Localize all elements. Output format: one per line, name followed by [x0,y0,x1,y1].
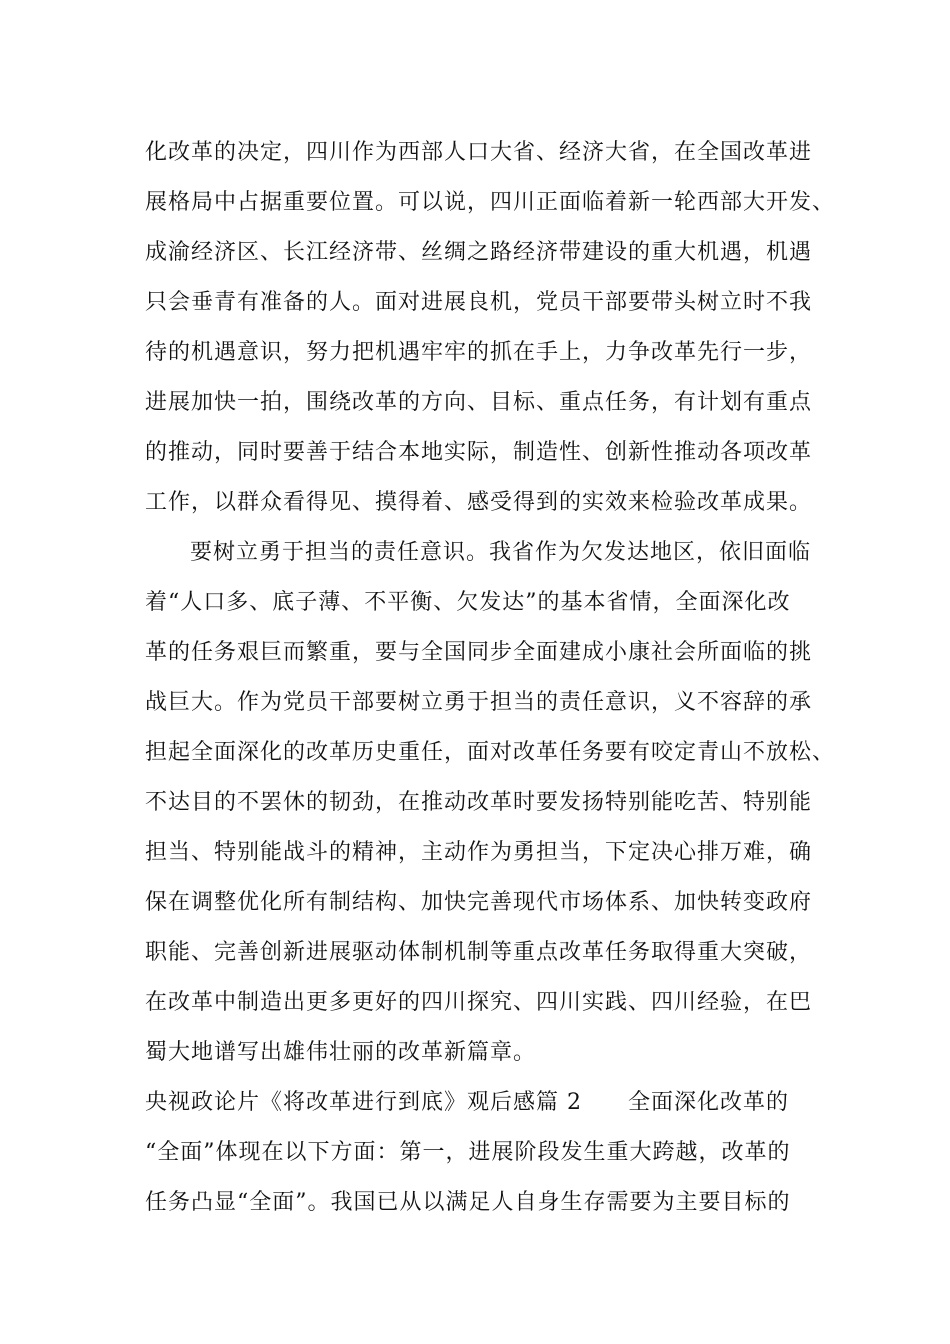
text-line: 担起全面深化的改革历史重任，面对改革任务要有咬定青山不放松、 [145,740,836,765]
text-line: 成渝经济区、长江经济带、丝绸之路经济带建设的重大机遇，机遇 [145,240,813,265]
text-line: 进展加快一拍，围绕改革的方向、目标、重点任务，有计划有重点 [145,390,813,415]
section-title-line: 央视政论片《将改革进行到底》观后感篇 2 全面深化改革的 [145,1090,789,1115]
text-line: 战巨大。作为党员干部要树立勇于担当的责任意识，义不容辞的承 [145,690,813,715]
text-line: 担当、特别能战斗的精神，主动作为勇担当，下定决心排万难，确 [145,840,813,865]
text-line: 的推动，同时要善于结合本地实际，制造性、创新性推动各项改革 [145,440,813,465]
text-line: 蜀大地谱写出雄伟壮丽的改革新篇章。 [145,1040,537,1065]
text-line: “全面”体现在以下方面：第一，进展阶段发生重大跨越，改革的 [145,1140,791,1165]
text-line: 只会垂青有准备的人。面对进展良机，党员干部要带头树立时不我 [145,290,813,315]
text-line: 职能、完善创新进展驱动体制机制等重点改革任务取得重大突破， [145,940,813,965]
text-line: 保在调整优化所有制结构、加快完善现代市场体系、加快转变政府 [145,890,813,915]
text-line: 展格局中占据重要位置。可以说，四川正面临着新一轮西部大开发、 [145,190,836,215]
text-line: 不达目的不罢休的韧劲，在推动改革时要发扬特别能吃苦、特别能 [145,790,813,815]
text-line: 在改革中制造出更多更好的四川探究、四川实践、四川经验，在巴 [145,990,813,1015]
text-line: 待的机遇意识，努力把机遇牢牢的抓在手上，力争改革先行一步， [145,340,813,365]
text-line: 工作，以群众看得见、摸得着、感受得到的实效来检验改革成果。 [145,490,813,515]
text-line: 化改革的决定，四川作为西部人口大省、经济大省，在全国改革进 [145,140,813,165]
text-line: 任务凸显“全面”。我国已从以满足人自身生存需要为主要目标的 [145,1190,791,1215]
text-line: 着“人口多、底子薄、不平衡、欠发达”的基本省情，全面深化改 [145,590,791,615]
paragraph-start-line: 要树立勇于担当的责任意识。我省作为欠发达地区，依旧面临 [190,540,812,565]
text-line: 革的任务艰巨而繁重，要与全国同步全面建成小康社会所面临的挑 [145,640,813,665]
